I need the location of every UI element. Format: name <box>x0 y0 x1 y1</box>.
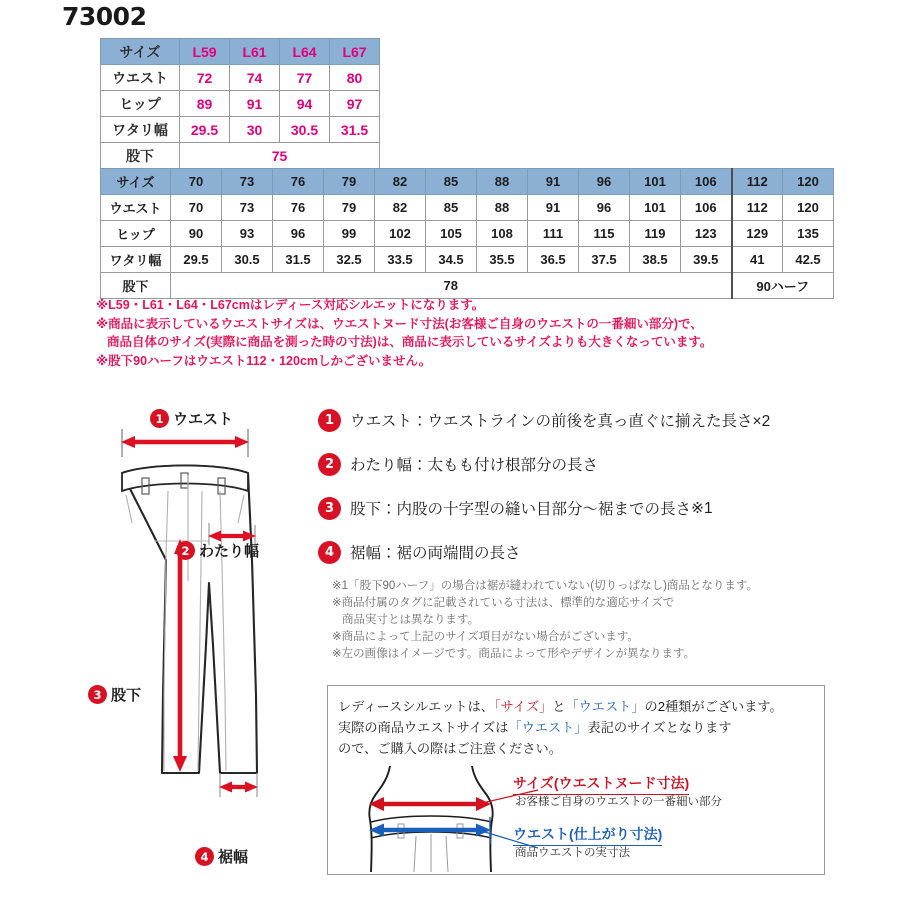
column-header-91: 91 <box>528 169 579 195</box>
info-line2-b: 表記のサイズとなります <box>587 720 732 735</box>
badge-1: 1 <box>150 409 169 428</box>
info-box-line-3: ので、ご購入の際はご注意ください。 <box>338 741 562 756</box>
cell-thigh-70: 29.5 <box>171 247 222 273</box>
cell-thigh-l61: 30 <box>230 117 280 143</box>
illustration-label-hem-text: 裾幅 <box>218 849 249 866</box>
cell-waist-106: 106 <box>681 195 732 221</box>
hem-arrow <box>219 782 258 793</box>
cell-thigh-76: 31.5 <box>273 247 324 273</box>
cell-thigh-120: 42.5 <box>783 247 834 273</box>
caption-waist-finished-title: ウエスト(仕上がり寸法) <box>513 824 662 846</box>
column-header-120: 120 <box>783 169 834 195</box>
cell-hip-106: 123 <box>681 221 732 247</box>
row-label-waist: ウエスト <box>101 195 171 221</box>
illustration-label-thigh-text: わたり幅 <box>199 543 260 560</box>
caption-size-nude-sub: お客様ご自身のウエストの一番細い部分 <box>515 796 722 808</box>
cell-hip-120: 135 <box>783 221 834 247</box>
cell-thigh-91: 36.5 <box>528 247 579 273</box>
gray-note-3: ※商品によって上記のサイズ項目がない場合がございます。 <box>332 631 639 643</box>
column-header-70: 70 <box>171 169 222 195</box>
cell-thigh-85: 34.5 <box>426 247 477 273</box>
illustration-label-thigh <box>176 540 259 561</box>
column-header-size: サイズ <box>101 39 180 65</box>
legend-item-inseam <box>318 486 828 530</box>
column-header-112: 112 <box>732 169 783 195</box>
cell-thigh-l67: 31.5 <box>330 117 380 143</box>
illustration-label-waist-text: ウエスト <box>173 411 234 428</box>
column-header-l59: L59 <box>180 39 230 65</box>
legend-item-hem-label: 裾幅：裾の両端間の長さ <box>350 545 521 562</box>
badge-2: 2 <box>176 541 195 560</box>
cell-waist-101: 101 <box>630 195 681 221</box>
table-row <box>101 195 834 221</box>
badge-4: 4 <box>195 847 214 866</box>
waist-arrow <box>121 436 249 448</box>
illustration-label-inseam <box>88 684 141 705</box>
badge-4-icon: 4 <box>318 541 341 564</box>
cell-hip-l59: 89 <box>180 91 230 117</box>
legend-item-waist <box>318 398 828 442</box>
cell-waist-91: 91 <box>528 195 579 221</box>
row-label-thigh: ワタリ幅 <box>101 247 171 273</box>
standard-size-table <box>100 168 834 299</box>
illustration-label-hem <box>195 846 248 867</box>
table-row <box>101 273 834 299</box>
table-row <box>101 117 380 143</box>
cell-inseam-all: 75 <box>180 143 380 169</box>
column-header-size: サイズ <box>101 169 171 195</box>
legend-item-thigh-label: わたり幅：太もも付け根部分の長さ <box>350 457 599 474</box>
cell-waist-l64: 77 <box>280 65 330 91</box>
info-box-line-1 <box>338 696 818 717</box>
legend-item-inseam-footnote-ref: ※1 <box>691 499 713 517</box>
cell-hip-79: 99 <box>324 221 375 247</box>
cell-thigh-88: 35.5 <box>477 247 528 273</box>
gray-note-1: ※1「股下90ハーフ」の場合は裾が縫われていない(切りっぱなし)商品となります。 <box>332 580 758 592</box>
gray-note-2b: 商品実寸とは異なります。 <box>342 614 480 626</box>
row-label-inseam: 股下 <box>101 143 180 169</box>
legend-item-thigh <box>318 442 828 486</box>
info-line1-c: の2種類がございます。 <box>644 699 783 714</box>
row-label-hip: ヒップ <box>101 91 180 117</box>
column-header-79: 79 <box>324 169 375 195</box>
table-header-row <box>101 39 380 65</box>
column-header-76: 76 <box>273 169 324 195</box>
cell-waist-l67: 80 <box>330 65 380 91</box>
cell-hip-96: 115 <box>579 221 630 247</box>
illustration-label-waist <box>150 408 233 429</box>
legend-item-inseam-label: 股下：内股の十字型の縫い目部分〜裾までの長さ <box>350 501 692 518</box>
ladies-silhouette-info-box <box>327 685 825 875</box>
red-note-2: ※商品に表示しているウエストサイズは、ウエストヌード寸法(お客様ご自身のウエストの一番細い部分)で、 <box>96 316 703 331</box>
cell-waist-79: 79 <box>324 195 375 221</box>
cell-hip-112: 129 <box>732 221 783 247</box>
red-note-2b: 商品自体のサイズ(実際に商品を測った時の寸法)は、商品に表示しているサイズよりも大きくなっています。 <box>107 335 713 349</box>
cell-thigh-73: 30.5 <box>222 247 273 273</box>
info-line1-red: 「サイズ」 <box>493 699 553 714</box>
cell-thigh-106: 39.5 <box>681 247 732 273</box>
info-line2-blue: 「ウエスト」 <box>508 720 588 735</box>
cell-thigh-l64: 30.5 <box>280 117 330 143</box>
cell-hip-l67: 97 <box>330 91 380 117</box>
badge-2-icon: 2 <box>318 453 341 476</box>
column-header-106: 106 <box>681 169 732 195</box>
nude-waist-arrow <box>369 797 491 811</box>
cell-hip-88: 108 <box>477 221 528 247</box>
column-header-82: 82 <box>375 169 426 195</box>
cell-hip-85: 105 <box>426 221 477 247</box>
column-header-96: 96 <box>579 169 630 195</box>
cell-hip-70: 90 <box>171 221 222 247</box>
cell-inseam-half: 90ハーフ <box>732 273 834 299</box>
pants-illustration <box>80 415 340 885</box>
finished-waist-arrow <box>369 817 491 844</box>
cell-thigh-79: 32.5 <box>324 247 375 273</box>
measurement-legend <box>318 398 828 574</box>
row-label-thigh: ワタリ幅 <box>101 117 180 143</box>
page-title: 73002 <box>62 2 147 31</box>
info-line1-b: と <box>552 699 566 714</box>
column-header-l64: L64 <box>280 39 330 65</box>
cell-hip-82: 102 <box>375 221 426 247</box>
red-notes-block <box>96 296 856 370</box>
column-header-l61: L61 <box>230 39 280 65</box>
cell-hip-l61: 91 <box>230 91 280 117</box>
cell-inseam-main: 78 <box>171 273 732 299</box>
ladies-size-table <box>100 38 380 169</box>
cell-waist-82: 82 <box>375 195 426 221</box>
red-note-1: ※L59・L61・L64・L67cmはレディース対応シルエットになります。 <box>96 298 485 312</box>
info-line2-a: 実際の商品ウエストサイズは <box>338 720 509 735</box>
caption-waist-finished-sub: 商品ウエストの実寸法 <box>515 847 630 859</box>
cell-hip-73: 93 <box>222 221 273 247</box>
cell-thigh-112: 41 <box>732 247 783 273</box>
cell-waist-l59: 72 <box>180 65 230 91</box>
legend-item-waist-label: ウエスト：ウエストラインの前後を真っ直ぐに揃えた長さ×2 <box>350 413 771 430</box>
table-header-row <box>101 169 834 195</box>
column-header-85: 85 <box>426 169 477 195</box>
table-row <box>101 221 834 247</box>
gray-notes-block <box>332 578 832 663</box>
table-row <box>101 91 380 117</box>
gray-note-2: ※商品付属のタグに記載されている寸法は、標準的な適応サイズで <box>332 597 675 609</box>
info-line1-a: レディースシルエットは、 <box>338 699 494 714</box>
column-header-88: 88 <box>477 169 528 195</box>
gray-note-4: ※左の画像はイメージです。商品によって形やデザインが異なります。 <box>332 648 696 660</box>
badge-1-icon: 1 <box>318 409 341 432</box>
cell-waist-70: 70 <box>171 195 222 221</box>
cell-hip-l64: 94 <box>280 91 330 117</box>
cell-waist-120: 120 <box>783 195 834 221</box>
cell-hip-76: 96 <box>273 221 324 247</box>
table-row <box>101 143 380 169</box>
row-label-waist: ウエスト <box>101 65 180 91</box>
cell-waist-76: 76 <box>273 195 324 221</box>
cell-hip-101: 119 <box>630 221 681 247</box>
cell-thigh-l59: 29.5 <box>180 117 230 143</box>
info-box-line-2 <box>338 717 818 738</box>
cell-waist-73: 73 <box>222 195 273 221</box>
badge-3: 3 <box>88 685 107 704</box>
cell-waist-l61: 74 <box>230 65 280 91</box>
column-header-73: 73 <box>222 169 273 195</box>
cell-thigh-96: 37.5 <box>579 247 630 273</box>
badge-3-icon: 3 <box>318 497 341 520</box>
cell-thigh-101: 38.5 <box>630 247 681 273</box>
table-row <box>101 65 380 91</box>
cell-waist-112: 112 <box>732 195 783 221</box>
row-label-inseam: 股下 <box>101 273 171 299</box>
column-header-l67: L67 <box>330 39 380 65</box>
cell-waist-88: 88 <box>477 195 528 221</box>
cell-thigh-82: 33.5 <box>375 247 426 273</box>
cell-hip-91: 111 <box>528 221 579 247</box>
red-note-3: ※股下90ハーフはウエスト112・120cmしかございません。 <box>96 353 432 368</box>
cell-waist-85: 85 <box>426 195 477 221</box>
illustration-label-inseam-text: 股下 <box>111 687 142 704</box>
info-box-paragraph <box>338 696 818 759</box>
cell-waist-96: 96 <box>579 195 630 221</box>
row-label-hip: ヒップ <box>101 221 171 247</box>
caption-size-nude-title: サイズ(ウエストヌード寸法) <box>513 773 689 795</box>
legend-item-hem <box>318 530 828 574</box>
column-header-101: 101 <box>630 169 681 195</box>
table-row <box>101 247 834 273</box>
info-line1-blue: 「ウエスト」 <box>565 699 645 714</box>
